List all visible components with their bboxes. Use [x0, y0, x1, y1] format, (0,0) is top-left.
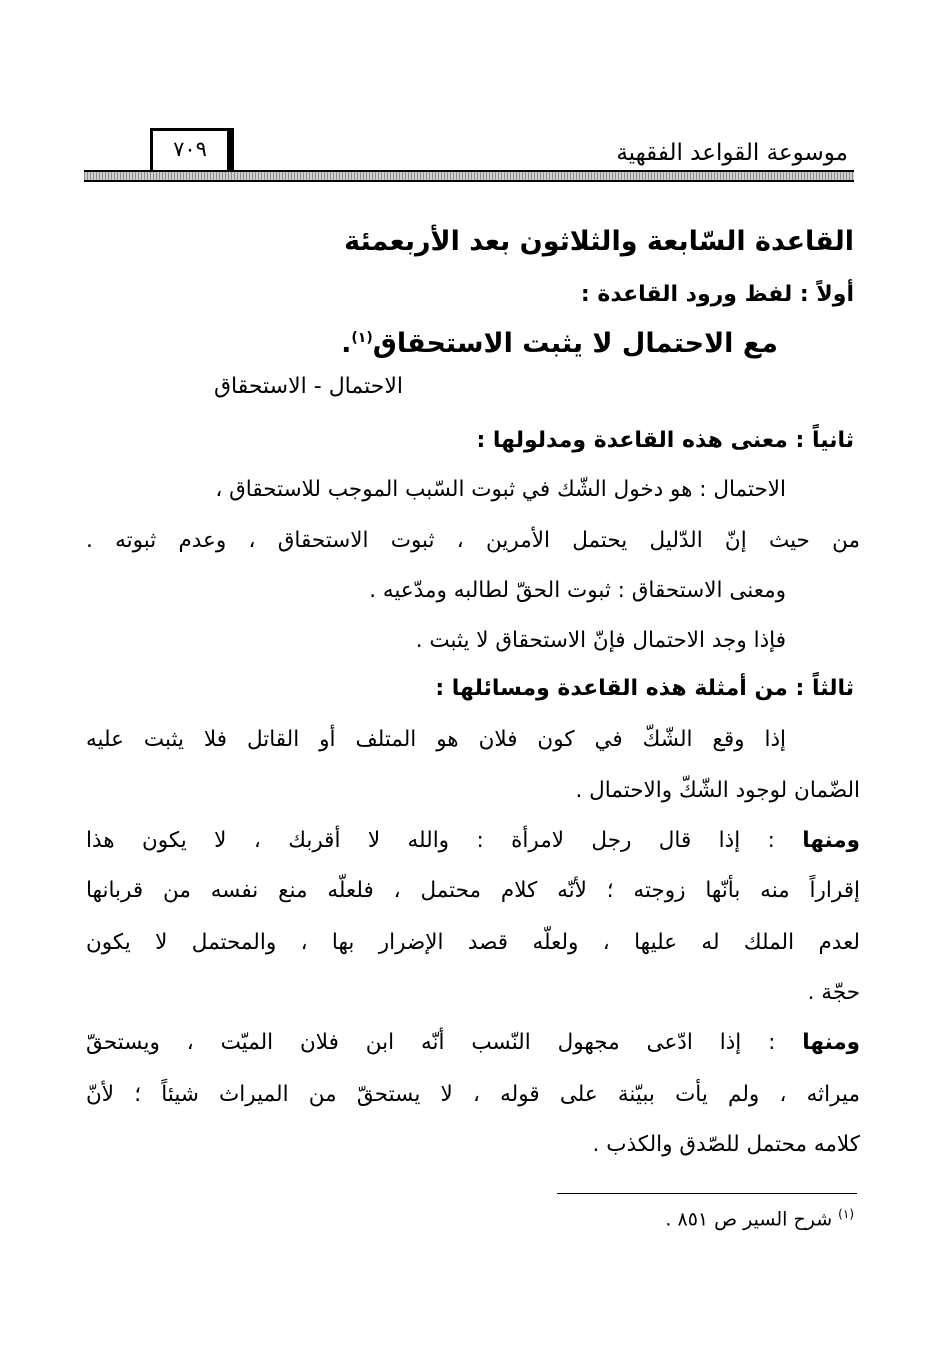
- section1-heading: أولاً : لفظ ورود القاعدة :: [580, 282, 854, 307]
- paragraph-line: الاحتمال : هو دخول الشّك في ثبوت السّبب الموجب للاستحقاق ،: [215, 477, 786, 502]
- example-lead: ومنها: [802, 1030, 861, 1055]
- page-number: ٧٠٩: [173, 137, 207, 161]
- paragraph-line: إقراراً منه بأنّها زوجته ؛ لأنّه كلام محتمل ، فلعلّه منع نفسه من قربانها: [86, 878, 860, 903]
- paragraph-line: الضّمان لوجود الشّكّ والاحتمال .: [575, 778, 860, 803]
- example-text: : إذا قال رجل لامرأة : والله لا أقربك ، لا يكون هذا: [86, 828, 775, 853]
- running-title: موسوعة القواعد الفقهية: [616, 140, 848, 166]
- footnote-marker: (١): [838, 1207, 854, 1221]
- paragraph-line: حجّة .: [807, 980, 860, 1005]
- section2-heading: ثانياً : معنى هذه القاعدة ومدلولها :: [476, 428, 854, 453]
- page-number-box: [150, 128, 234, 172]
- paragraph-line: ميراثه ، ولم يأت ببيّنة على قوله ، لا يستحقّ من الميراث شيئاً ؛ لأنّ: [86, 1082, 860, 1107]
- paragraph-line: من حيث إنّ الدّليل يحتمل الأمرين ، ثبوت الاستحقاق ، وعدم ثبوته .: [86, 528, 860, 553]
- footnote-rule: [557, 1193, 857, 1194]
- example-lead: ومنها: [802, 828, 860, 853]
- paragraph-line: [86, 1030, 860, 1056]
- paragraph-line: فإذا وجد الاحتمال فإنّ الاستحقاق لا يثبت .: [415, 628, 786, 653]
- footnote: [665, 1207, 854, 1231]
- example-text: : إذا ادّعى مجهول النّسب أنّه ابن فلان الميّت ، ويستحقّ: [86, 1030, 776, 1055]
- footnote-ref: (١): [351, 330, 373, 346]
- rule-text: [341, 328, 778, 360]
- paragraph-line: لعدم الملك له عليها ، ولعلّه قصد الإضرار بها ، والمحتمل لا يكون: [86, 930, 860, 955]
- paragraph-line: كلامه محتمل للصّدق والكذب .: [592, 1132, 860, 1157]
- footnote-text: شرح السير ص ٨٥١ .: [665, 1208, 833, 1231]
- rule-text-end: .: [341, 328, 352, 359]
- page-header: [84, 124, 854, 186]
- section3-heading: ثالثاً : من أمثلة هذه القاعدة ومسائلها :: [435, 676, 854, 701]
- paragraph-line: [86, 828, 860, 854]
- header-rule: [84, 170, 854, 182]
- paragraph-line: ومعنى الاستحقاق : ثبوت الحقّ لطالبه ومدّعيه .: [369, 578, 786, 603]
- rule-title: القاعدة السّابعة والثلاثون بعد الأربعمئة: [344, 226, 854, 257]
- keywords: الاحتمال - الاستحقاق: [213, 374, 403, 399]
- paragraph-line: إذا وقع الشّكّ في كون فلان هو المتلف أو القاتل فلا يثبت عليه: [86, 727, 786, 752]
- rule-text-body: مع الاحتمال لا يثبت الاستحقاق: [372, 328, 778, 359]
